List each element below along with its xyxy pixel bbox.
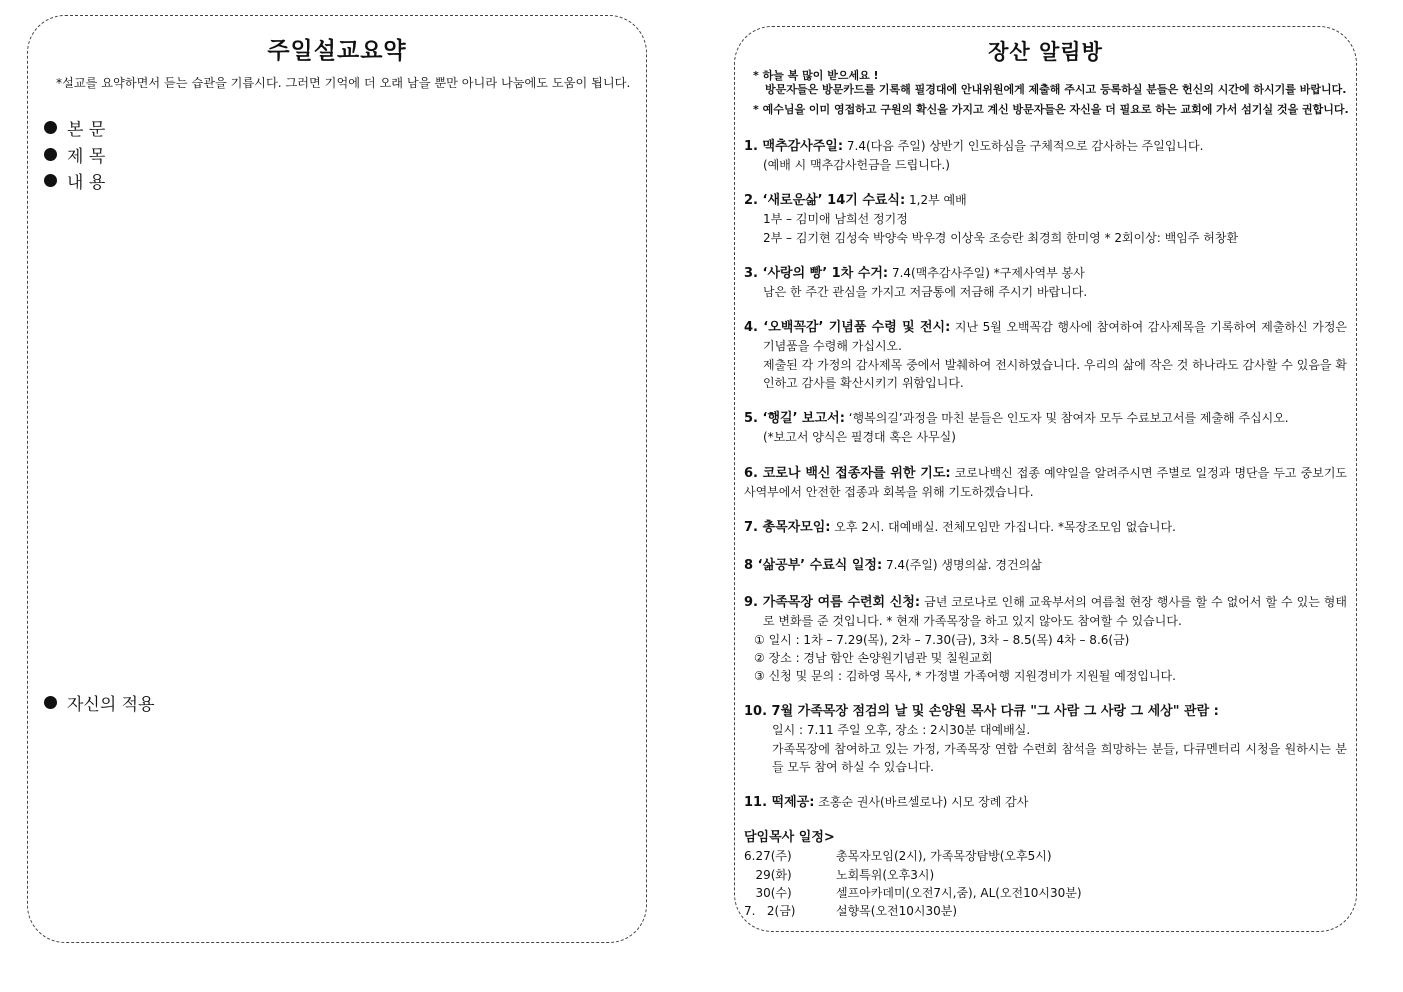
pastor-schedule: [744, 829, 1347, 920]
schedule-date: 30(수): [744, 885, 792, 900]
announcement-item: [744, 702, 1347, 776]
announcement-item: [744, 409, 1347, 447]
announcement-item: [744, 191, 1347, 247]
bullet-dot-icon: [44, 174, 57, 187]
announcement-item: [744, 464, 1347, 502]
item-heading: 6. 코로나 백신 접종자를 위한 기도:: [744, 466, 951, 481]
notice-line: * 하늘 복 많이 받으세요 !: [753, 69, 879, 82]
item-heading: 11. 떡제공:: [744, 795, 815, 810]
sermon-summary-note: *설교를 요약하면서 듣는 습관을 기릅시다. 그러면 기억에 더 오래 남을 뿐만 아니라 나눔에도 도움이 됩니다.: [56, 76, 631, 90]
item-text: 오후 2시. 대예배실. 전체모임만 가집니다. *목장조모임 없습니다.: [830, 520, 1176, 534]
item-line: ② 장소 : 경남 함안 손양원기념관 및 칠원교회: [754, 650, 993, 665]
item-heading: 1. 맥추감사주일:: [744, 139, 844, 154]
bullet-label: 자신의 적용: [67, 695, 155, 715]
item-text: 7.4(다음 주일) 상반기 인도하심을 구체적으로 감사하는 주일입니다.: [843, 139, 1204, 153]
visitor-notice-2: [753, 103, 1349, 117]
item-text: 지난 5월 오백꼭감 행사에 참여하여 감사제목을 기록하여 제출하신 가정은 기념품을 수령해 가십시오.: [763, 320, 1347, 354]
item-text: 7.4(맥추감사주일) *구제사역부 봉사: [888, 266, 1085, 280]
item-heading: 9. 가족목장 여름 수련회 신청:: [744, 595, 921, 610]
item-text: 코로나백신 접종 예약일을 알려주시면 주별로 일정과 명단을 두고 중보기도사역부에서 안전한 접종과 회복을 위해 기도하겠습니다.: [744, 466, 1348, 500]
item-heading: 3. ‘사랑의 빵’ 1차 수거:: [744, 266, 889, 281]
announcement-item: [744, 593, 1347, 685]
item-line: 가족목장에 참여하고 있는 가정, 가족목장 연합 수련회 참석을 희망하는 분들, 다큐멘터리 시청을 원하시는 분들 모두 참여 하실 수 있습니다.: [772, 741, 1347, 774]
item-heading: 10. 7월 가족목장 점검의 날 및 손양원 목사 다큐 "그 사람 그 사랑 그 세상" 관람 :: [744, 704, 1219, 719]
item-heading: 4. ‘오백꼭감’ 기념품 수령 및 전시:: [744, 320, 951, 335]
sermon-summary-panel: [27, 15, 647, 943]
bullet-dot-icon: [44, 696, 57, 709]
schedule-row: [744, 884, 1347, 902]
bullet-application: [44, 690, 155, 715]
visitor-notice: [753, 69, 1346, 97]
item-text: 7.4(주일) 생명의삶. 경건의삶: [882, 558, 1042, 572]
announcement-item: [744, 793, 1347, 812]
announcement-item: [744, 264, 1347, 302]
item-text: 금년 코로나로 인해 교육부서의 여름철 현장 행사를 할 수 없어서 할 수 있는 형태로 변화를 준 것입니다. * 현재 가족목장을 하고 있지 않아도 참여할 수 있습니다.: [763, 595, 1347, 629]
item-line: 1부 – 김미애 남희선 정기정: [763, 212, 908, 227]
item-line: (*보고서 양식은 필경대 혹은 사무실): [763, 430, 956, 445]
announcement-item: [744, 318, 1347, 392]
item-line: (예배 시 맥추감사헌금을 드립니다.): [763, 158, 950, 173]
schedule-title: 담임목사 일정>: [744, 830, 835, 845]
schedule-text: 노회특위(오후3시): [836, 867, 935, 882]
sermon-summary-title: 주일설교요약: [267, 38, 407, 64]
bullet-label: 제 목: [67, 147, 106, 167]
item-line: 2부 – 김기현 김성숙 박양숙 박우경 이상욱 조승란 최경희 한미영 * 2회이상: 백임주 허창환: [763, 230, 1239, 245]
item-text: 조홍순 권사(바르셀로나) 시모 장례 감사: [814, 795, 1029, 809]
bullet-scripture: [44, 115, 105, 140]
item-line: 남은 한 주간 관심을 가지고 저금통에 저금해 주시기 바랍니다.: [763, 285, 1088, 300]
item-heading: 7. 총목자모임:: [744, 520, 831, 535]
item-line: ③ 신청 및 문의 : 김하영 목사, * 가정별 가족여행 지원경비가 지원될 예정입니다.: [754, 669, 1176, 684]
schedule-text: 총목자모임(2시), 가족목장탐방(오후5시): [836, 849, 1052, 864]
bullet-dot-icon: [44, 121, 57, 134]
bullet-title: [44, 142, 105, 167]
item-line: ① 일시 : 1차 – 7.29(목), 2차 – 7.30(금), 3차 – 8.5(목) 4차 – 8.6(금): [754, 632, 1130, 647]
announcements-panel: [734, 26, 1357, 932]
item-line: 제출된 각 가정의 감사제목 중에서 발췌하여 전시하였습니다. 우리의 삶에 작은 것 하나라도 감사할 수 있음을 확인하고 감사를 확산시키기 위함입니다.: [763, 357, 1347, 390]
schedule-row: [744, 902, 1347, 920]
bullet-content: [44, 168, 105, 193]
item-heading: 2. ‘새로운삶’ 14기 수료식:: [744, 193, 906, 208]
schedule-text: 셀프아카데미(오전7시,줌), AL(오전10시30분): [836, 885, 1082, 900]
item-line: 일시 : 7.11 주일 오후, 장소 : 2시30분 대예배실.: [772, 723, 1031, 738]
notice-line: 방문자들은 방문카드를 기록해 필경대에 안내위원에게 제출해 주시고 등록하실 분들은 헌신의 시간에 하시기를 바랍니다.: [765, 83, 1347, 96]
schedule-text: 설향목(오전10시30분): [836, 904, 958, 919]
announcement-item: [744, 137, 1347, 175]
announcement-item: [744, 518, 1347, 537]
schedule-date: 7. 2(금): [744, 904, 796, 919]
item-heading: 8 ‘삶공부’ 수료식 일정:: [744, 558, 883, 573]
announcements-title: 장산 알림방: [988, 40, 1103, 64]
item-text: 1,2부 예배: [905, 193, 967, 207]
item-text: ‘행복의길’과정을 마친 분들은 인도자 및 참여자 모두 수료보고서를 제출해 주십시오.: [844, 411, 1289, 425]
bullet-dot-icon: [44, 148, 57, 161]
schedule-date: 6.27(주): [744, 849, 792, 864]
announcement-item: [744, 556, 1347, 575]
notice-line: * 예수님을 이미 영접하고 구원의 확신을 가지고 계신 방문자들은 자신을 더 필요로 하는 교회에 가서 섬기실 것을 권합니다.: [753, 103, 1349, 116]
schedule-row: [744, 847, 1347, 865]
bullet-label: 본 문: [67, 120, 106, 140]
schedule-row: [744, 866, 1347, 884]
bullet-label: 내 용: [67, 173, 106, 193]
schedule-date: 29(화): [744, 867, 792, 882]
item-heading: 5. ‘행길’ 보고서:: [744, 411, 845, 426]
